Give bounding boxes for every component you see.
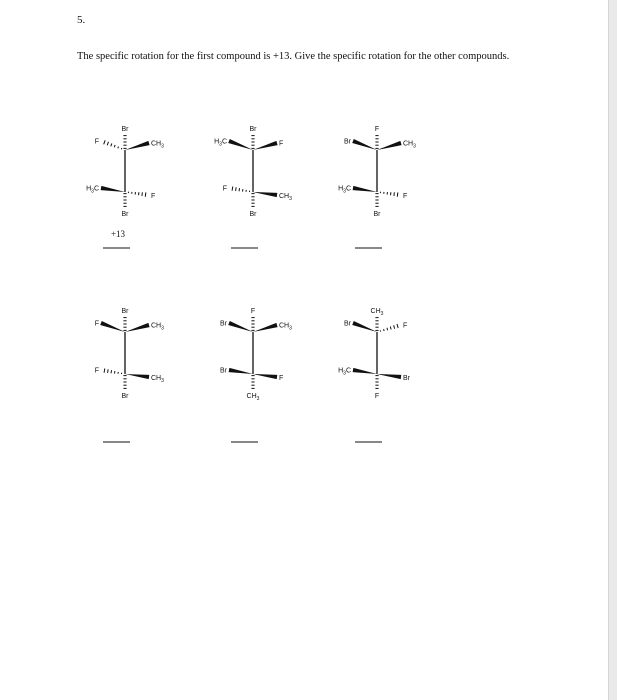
compound-5-lower-bottom-label: $CH_3$ xyxy=(246,393,260,402)
hash-mark xyxy=(397,192,398,196)
compound-4-lower-left-bond xyxy=(104,368,122,374)
hash-mark xyxy=(114,145,115,147)
hash-mark xyxy=(387,328,388,330)
compound-6-lower-right-bond xyxy=(377,374,401,379)
compound-4-lower-left-label: F xyxy=(94,367,99,375)
compound-3-lower-left-bond xyxy=(353,186,377,192)
compound-4-upper-left-label: F xyxy=(94,320,99,328)
hash-mark xyxy=(232,186,233,190)
compound-5-upper-right-bond xyxy=(253,323,278,332)
hash-mark xyxy=(108,369,109,373)
compound-4-lower-right-label: $CH_3$ xyxy=(151,375,164,384)
hash-mark xyxy=(118,147,119,149)
compound-2-lower-left-bond xyxy=(232,186,250,192)
compound-6-upper-stem xyxy=(375,318,378,331)
compound-1-upper-right-label: $CH_3$ xyxy=(151,140,164,150)
page-edge xyxy=(608,0,617,700)
compound-3-lower-right-bond xyxy=(380,192,397,197)
compound-3-lower-left-label: $H_3C$ xyxy=(338,185,351,195)
compound-1-answer-text: +13 xyxy=(110,229,126,239)
compound-6-upper-left-label: Br xyxy=(344,320,351,328)
compound-4-upper-top-label: Br xyxy=(121,308,129,315)
compound-1-lower-left-label: $H_3C$ xyxy=(86,185,99,195)
compound-4-upper-left-bond xyxy=(100,321,125,332)
compound-2-upper-right-label: F xyxy=(279,140,284,148)
compound-6-upper-left-bond xyxy=(352,321,377,332)
compound-4-lower-right-bond xyxy=(125,374,149,379)
compound-4-lower-bottom-label: Br xyxy=(121,393,129,400)
compound-4-upper-right-label: $CH_3$ xyxy=(151,322,164,332)
compound-1-lower-stem xyxy=(123,194,126,207)
compound-6-lower-left-label: $H_3C$ xyxy=(338,367,351,377)
compound-3-upper-right-bond xyxy=(377,141,402,150)
compound-5-lower-right-label: F xyxy=(279,375,284,382)
compound-2-upper-left-bond xyxy=(228,139,253,150)
hash-mark xyxy=(107,142,108,145)
compound-2-lower-left-label: F xyxy=(222,185,227,193)
hash-mark xyxy=(104,140,105,144)
question-number: 5. xyxy=(77,14,86,26)
compound-3-lower-stem xyxy=(375,194,378,207)
compound-3-upper-left-label: Br xyxy=(344,138,351,146)
compound-5-lower-right-bond xyxy=(253,374,277,379)
compound-6-upper-top-label: $CH_3$ xyxy=(370,308,384,317)
compound-1-lower-right-bond xyxy=(128,192,145,197)
compound-5-lower-stem xyxy=(251,376,254,389)
hash-mark xyxy=(111,143,112,146)
compound-2-upper-stem xyxy=(251,136,254,149)
compound-4-lower-stem xyxy=(123,376,126,389)
hash-mark xyxy=(384,329,385,331)
compound-5-lower-left-bond xyxy=(229,368,253,374)
compound-1-lower-left-bond xyxy=(101,186,125,192)
compound-2-lower-stem xyxy=(251,194,254,207)
compound-3-upper-right-label: $CH_3$ xyxy=(403,140,416,150)
compound-1-upper-left-bond xyxy=(104,140,122,149)
compound-1-upper-right-bond xyxy=(125,141,150,150)
compound-4-upper-stem xyxy=(123,318,126,331)
hash-mark xyxy=(394,325,395,329)
compound-5-upper-top-label: F xyxy=(250,308,256,315)
hash-mark xyxy=(104,368,105,372)
compound-3-upper-left-bond xyxy=(352,139,377,150)
compound-1-upper-stem xyxy=(123,136,126,149)
compound-2-lower-right-label: $CH_3$ xyxy=(279,193,292,202)
compound-4-upper-right-bond xyxy=(125,323,150,332)
hash-mark xyxy=(397,324,398,328)
compound-3-upper-stem xyxy=(375,136,378,149)
compound-6-upper-right-bond xyxy=(380,324,398,332)
compound-2-upper-left-label: $H_3C$ xyxy=(214,138,227,148)
hash-mark xyxy=(111,370,112,373)
compound-2-upper-right-bond xyxy=(253,141,278,150)
question-prompt: The specific rotation for the first compound is +13. Give the specific rotation for the other compounds. xyxy=(77,51,510,62)
compound-1-upper-top-label: Br xyxy=(121,126,129,133)
hash-mark xyxy=(239,188,240,191)
compound-6-upper-right-label: F xyxy=(403,322,408,330)
compound-6-lower-bottom-label: F xyxy=(374,393,380,400)
compound-3-lower-right-label: F xyxy=(403,193,408,200)
compound-6-lower-stem xyxy=(375,376,378,389)
compound-2-lower-right-bond xyxy=(253,192,277,197)
compound-2-upper-top-label: Br xyxy=(249,126,257,133)
compound-1-lower-bottom-label: Br xyxy=(121,211,129,218)
compound-1-lower-right-label: F xyxy=(151,193,156,200)
hash-mark xyxy=(145,192,146,196)
compound-5-upper-right-label: $CH_3$ xyxy=(279,322,292,332)
compound-6-lower-right-label: Br xyxy=(403,375,410,382)
hash-mark xyxy=(390,327,391,330)
compound-5-upper-left-bond xyxy=(228,321,253,332)
compound-5-lower-left-label: Br xyxy=(220,367,227,375)
compound-1-upper-left-label: F xyxy=(94,138,99,146)
hash-mark xyxy=(236,187,237,191)
compound-5-upper-stem xyxy=(251,318,254,331)
compound-2-lower-bottom-label: Br xyxy=(249,211,257,218)
compound-6-lower-left-bond xyxy=(353,368,377,374)
compound-3-upper-top-label: F xyxy=(374,126,380,133)
compound-3-lower-bottom-label: Br xyxy=(373,211,381,218)
compound-5-upper-left-label: Br xyxy=(220,320,227,328)
